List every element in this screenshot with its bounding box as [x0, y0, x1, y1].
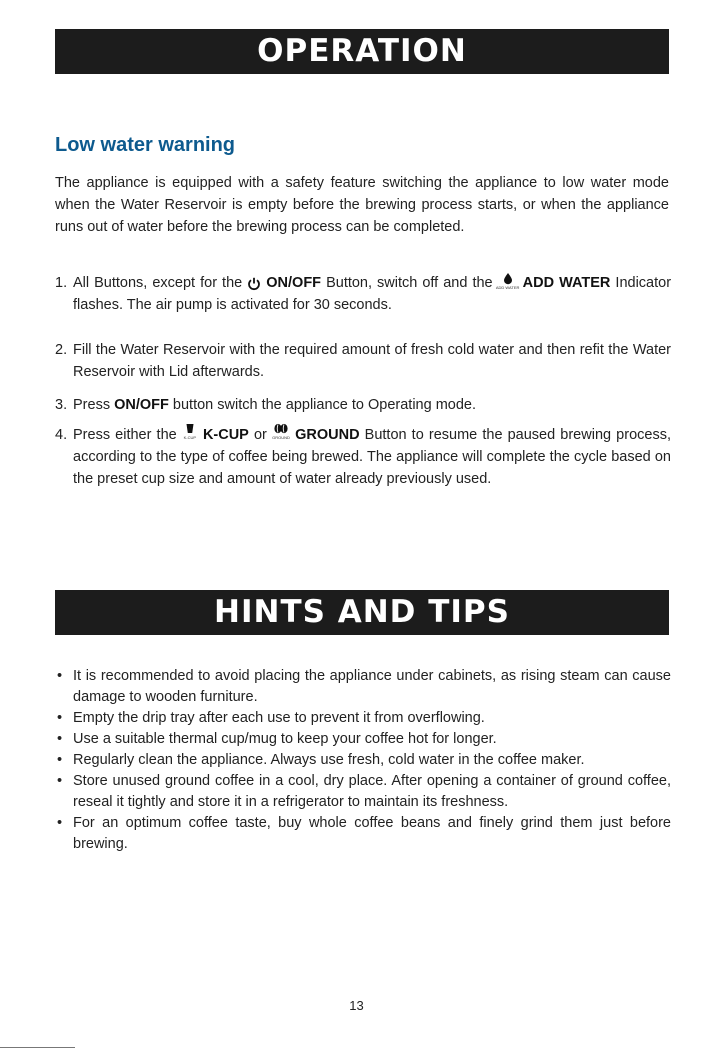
bullet: •	[57, 815, 63, 831]
section-title-low-water: Low water warning	[55, 134, 236, 156]
step-3	[55, 394, 671, 416]
on-off-label: ON/OFF	[266, 275, 322, 291]
footer-rule	[0, 1047, 75, 1048]
k-cup-icon	[182, 426, 198, 444]
tip-text: For an optimum coffee taste, buy whole coffee beans and finely grind them just before brewing.	[73, 815, 671, 852]
add-water-label: ADD WATER	[522, 275, 611, 291]
k-cup-icon-label: K-CUP	[183, 435, 197, 441]
step-text: Indicator flashes. The air pump is activated for 30 seconds.	[73, 275, 672, 313]
bullet: •	[57, 668, 63, 684]
list-item	[55, 750, 671, 771]
list-item	[55, 666, 671, 708]
tip-text: Regularly clean the appliance. Always use fresh, cold water in the coffee maker.	[73, 752, 585, 768]
tip-text: Use a suitable thermal cup/mug to keep your coffee hot for longer.	[73, 731, 497, 747]
hints-and-tips-banner: HINTS AND TIPS	[55, 590, 669, 635]
step-4	[55, 424, 671, 490]
step-number: 2.	[55, 342, 68, 358]
step-text: Press either the	[73, 427, 177, 443]
step-text: Button, switch off and the	[326, 275, 493, 291]
bullet: •	[57, 710, 63, 726]
step-text: Fill the Water Reservoir with the required amount of fresh cold water and then refit the Water Reservoir with Lid afterwards.	[73, 342, 671, 380]
list-item	[55, 813, 671, 855]
water-drop-icon	[495, 274, 520, 292]
step-text: button switch the appliance to Operating mode.	[172, 397, 476, 413]
operation-banner: OPERATION	[55, 29, 669, 74]
list-item	[55, 708, 671, 729]
coffee-beans-icon	[272, 426, 290, 444]
ground-label: GROUND	[295, 427, 360, 443]
tip-text: Empty the drip tray after each use to prevent it from overflowing.	[73, 710, 485, 726]
tip-text: Store unused ground coffee in a cool, dry place. After opening a container of ground coffee, reseal it tightly and store it in a refrigerator to maintain its freshness.	[73, 773, 671, 810]
add-water-icon-label: ADD WATER	[495, 285, 520, 291]
tips-list	[55, 666, 671, 855]
bullet: •	[57, 752, 63, 768]
step-2	[55, 339, 671, 383]
list-item	[55, 771, 671, 813]
step-number: 3.	[55, 397, 68, 413]
step-text: Button to resume the paused brewing process, according to the type of coffee being brewed. The appliance will complete the cycle based on the preset cup size and amount of water already previously used.	[73, 427, 671, 487]
tip-text: It is recommended to avoid placing the appliance under cabinets, as rising steam can cause damage to wooden furniture.	[73, 668, 671, 705]
on-off-label: ON/OFF	[114, 397, 169, 413]
step-text: Press	[73, 397, 111, 413]
k-cup-label: K-CUP	[202, 427, 249, 443]
list-item	[55, 729, 671, 750]
step-1	[55, 272, 671, 316]
ground-icon-label: GROUND	[272, 435, 290, 441]
bullet: •	[57, 773, 63, 789]
bullet: •	[57, 731, 63, 747]
power-icon	[247, 276, 261, 290]
step-text: All Buttons, except for the	[73, 275, 243, 291]
low-water-intro: The appliance is equipped with a safety feature switching the appliance to low water mode when the Water Reservoir is empty before the brewing process starts, or when the appliance runs out of water before the brewing process can be completed.	[55, 175, 669, 235]
step-number: 1.	[55, 275, 68, 291]
step-number: 4.	[55, 427, 68, 443]
step-text: or	[253, 427, 267, 443]
page-number: 13	[349, 998, 364, 1013]
